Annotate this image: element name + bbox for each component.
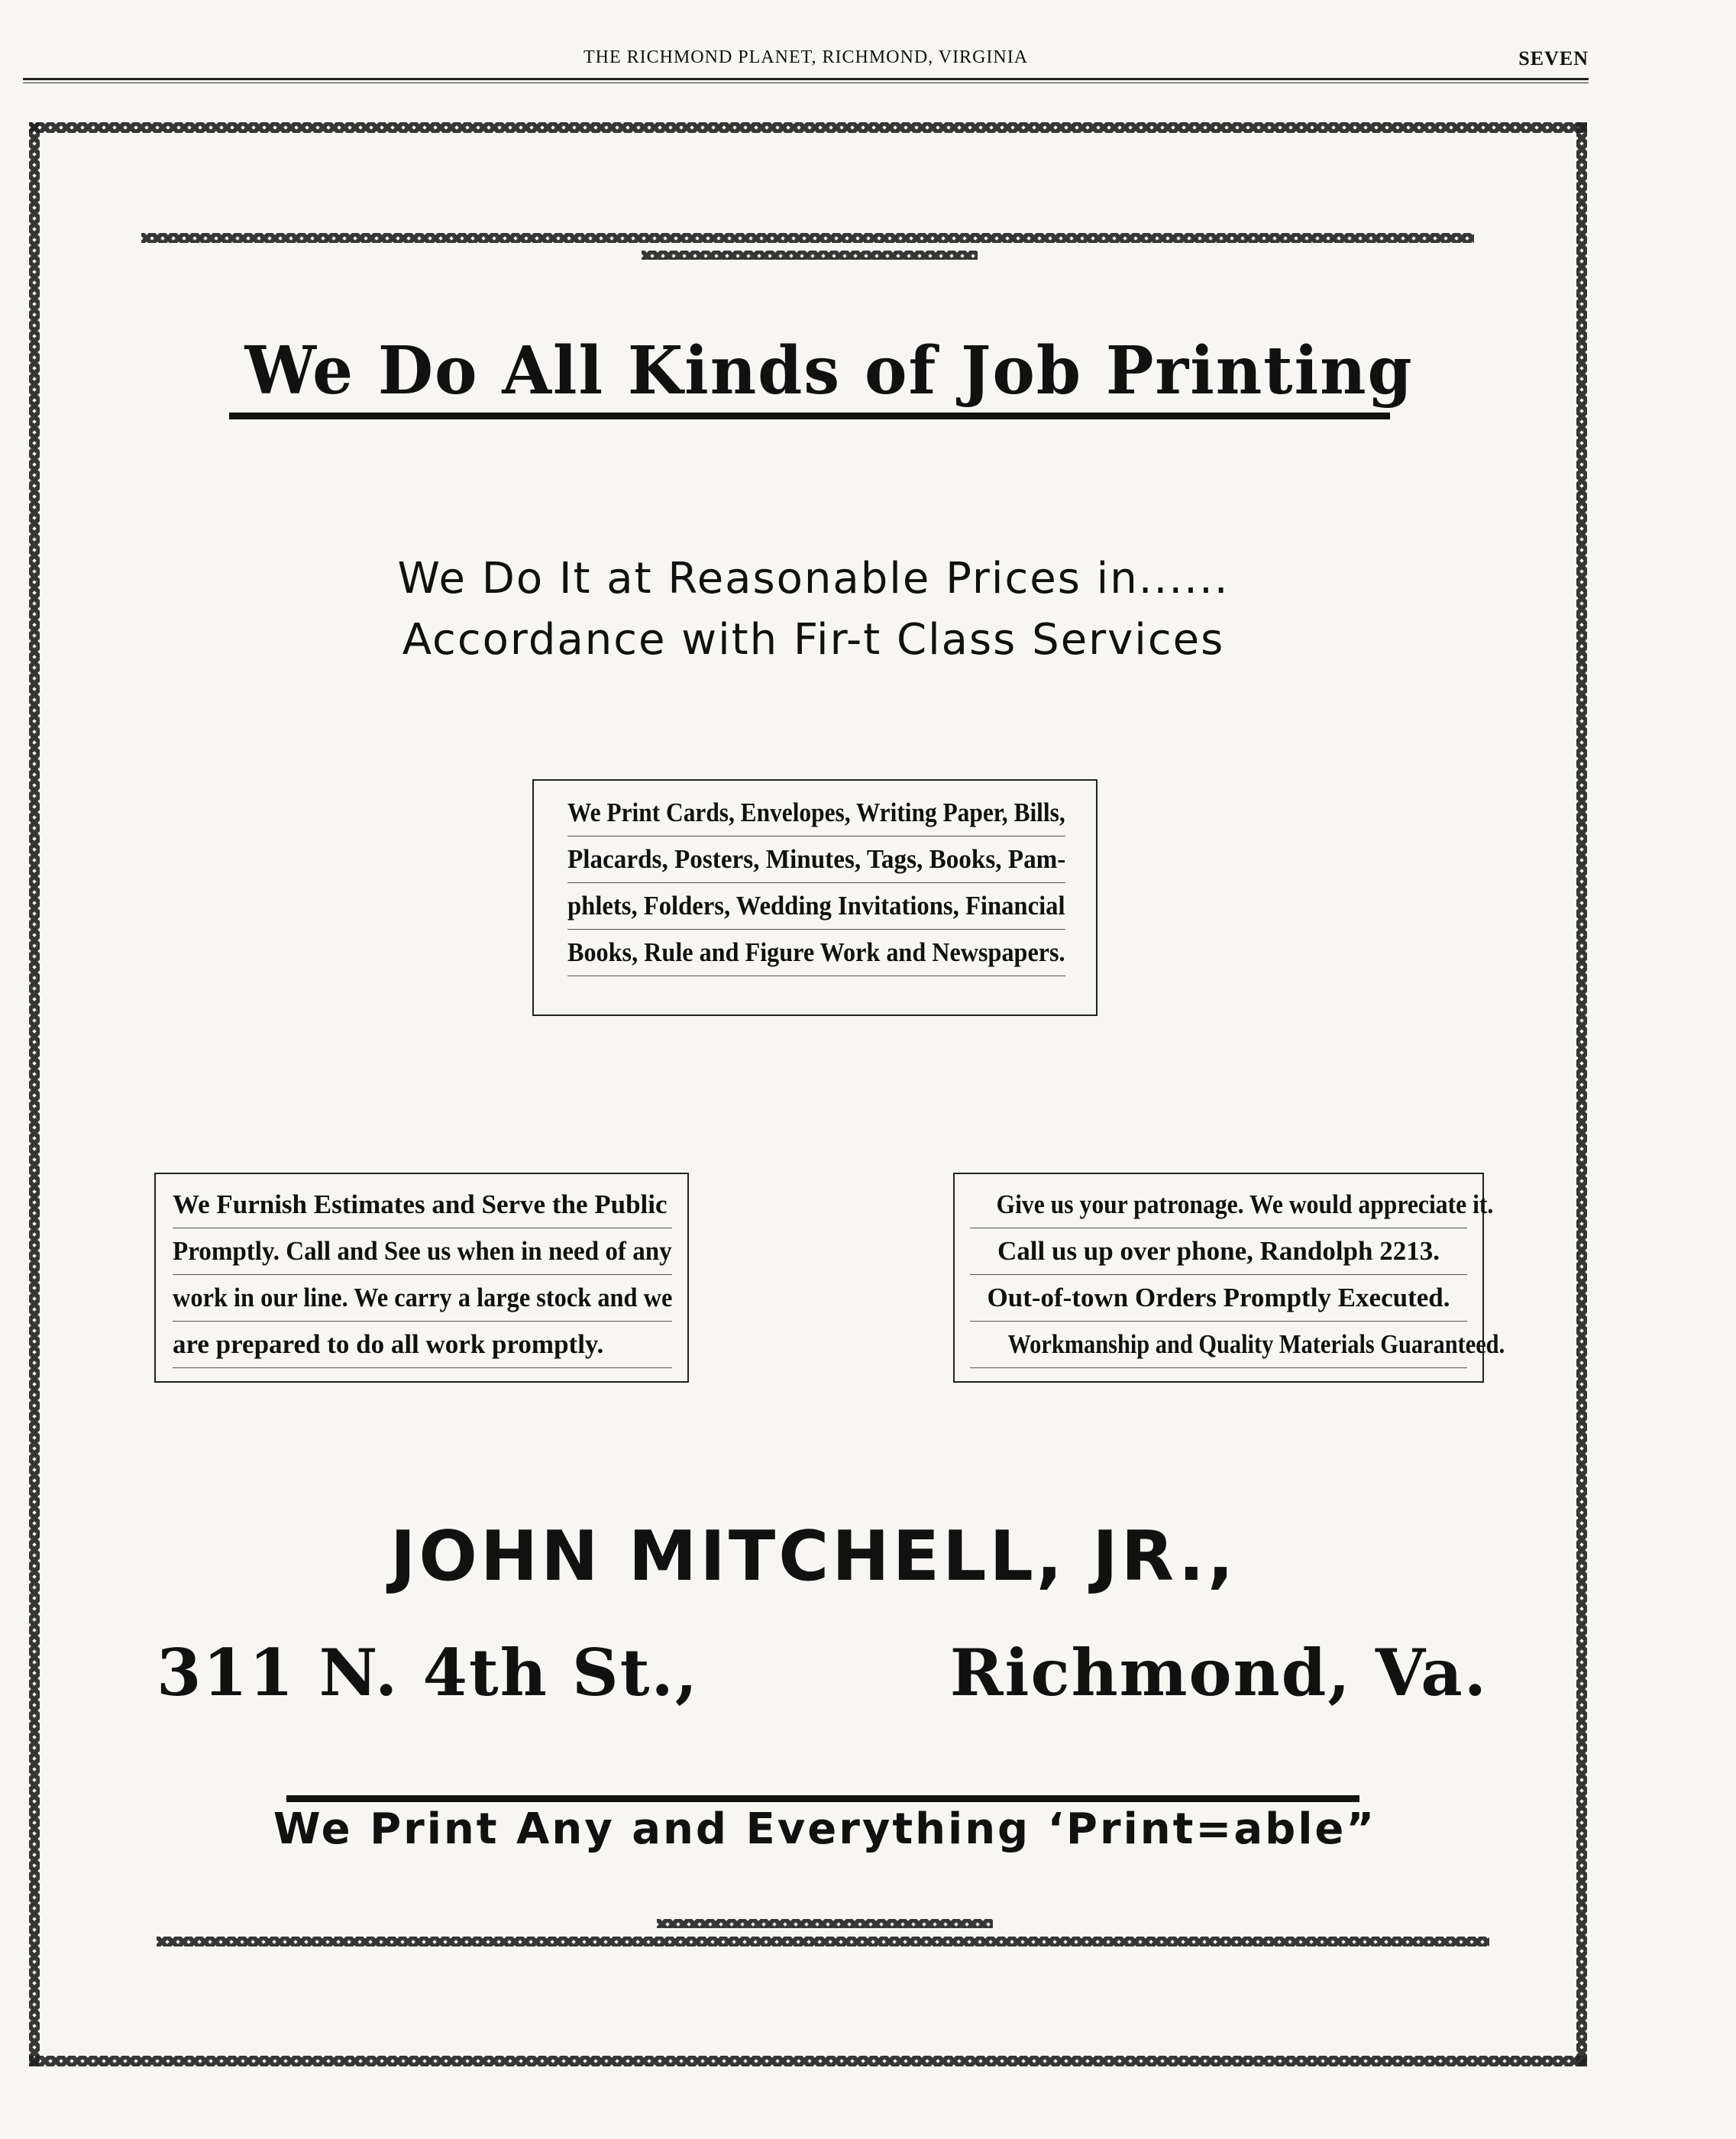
services-line: Books, Rule and Figure Work and Newspapers. xyxy=(567,930,1065,976)
estimates-line: We Furnish Estimates and Serve the Public xyxy=(173,1182,672,1228)
ornament-rule-top-short xyxy=(642,251,978,260)
services-box xyxy=(532,779,1098,1016)
patronage-line: Workmanship and Quality Materials Guaranteed. xyxy=(970,1322,1467,1368)
street-address: 311 N. 4th St., xyxy=(157,1635,699,1710)
patronage-line: Call us up over phone, Randolph 2213. xyxy=(970,1228,1467,1275)
ornament-rule-bottom-short xyxy=(657,1919,993,1928)
services-line: We Print Cards, Envelopes, Writing Paper, Bills, xyxy=(567,790,1065,837)
services-line: Placards, Posters, Minutes, Tags, Books, Pam- xyxy=(567,837,1065,883)
running-head xyxy=(23,47,1589,80)
ad-headline: We Do All Kinds of Job Printing xyxy=(244,332,1414,409)
subhead-line-2: Accordance with Fir-t Class Services xyxy=(402,615,1225,665)
page-number: SEVEN xyxy=(1518,47,1589,70)
city-address: Richmond, Va. xyxy=(949,1635,1488,1710)
frame-top-border xyxy=(29,122,1587,133)
proprietor-name: JOHN MITCHELL, JR., xyxy=(390,1516,1237,1597)
masthead: THE RICHMOND PLANET, RICHMOND, VIRGINIA xyxy=(583,47,1029,67)
estimates-line: are prepared to do all work promptly. xyxy=(173,1322,672,1368)
tagline: We Print Any and Everything ‘Print=able” xyxy=(273,1804,1377,1854)
frame-bottom-border xyxy=(29,2056,1587,2066)
services-line: phlets, Folders, Wedding Invitations, Financial xyxy=(567,883,1065,930)
tagline-rule xyxy=(286,1795,1359,1802)
ornament-rule-top xyxy=(141,233,1474,243)
headline-rule xyxy=(229,413,1390,419)
estimates-line: work in our line. We carry a large stock and we xyxy=(173,1275,672,1322)
estimates-line: Promptly. Call and See us when in need of any xyxy=(173,1228,672,1275)
patronage-line: Give us your patronage. We would appreciate it. xyxy=(970,1182,1467,1228)
ornament-rule-bottom xyxy=(157,1937,1489,1946)
frame-left-border xyxy=(29,122,40,2066)
patronage-box xyxy=(953,1173,1505,1383)
frame-right-border xyxy=(1576,122,1587,2066)
subhead-line-1: We Do It at Reasonable Prices in...... xyxy=(397,554,1230,604)
patronage-line: Out-of-town Orders Promptly Executed. xyxy=(970,1275,1467,1322)
estimates-box xyxy=(154,1173,689,1383)
